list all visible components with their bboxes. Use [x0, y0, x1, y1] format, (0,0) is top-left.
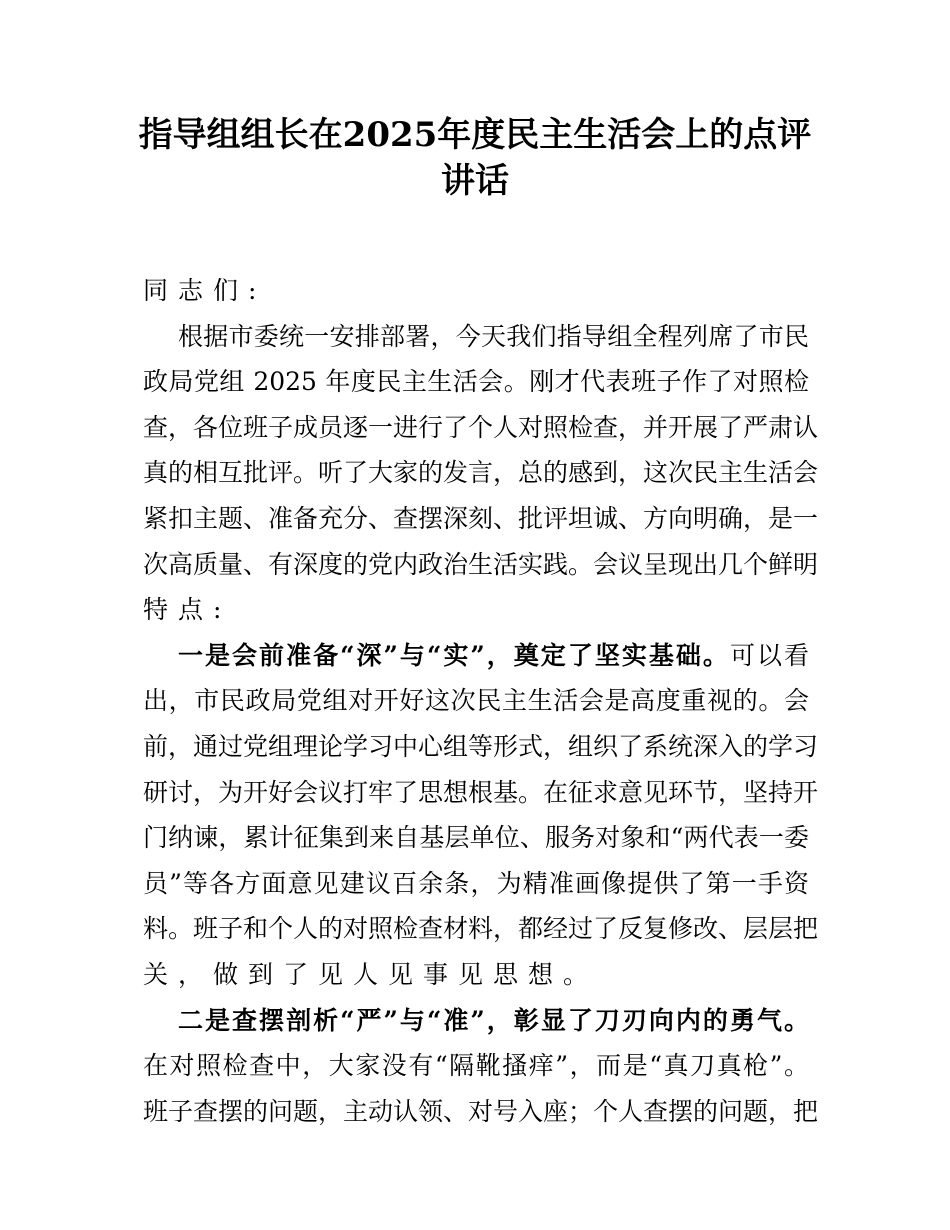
- text-line: 查，各位班子成员逐一进行了个人对照检查，并开展了严肃认: [143, 412, 819, 442]
- text-line: [143, 998, 809, 1044]
- text-line: 前，通过党组理论学习中心组等形式，组织了系统深入的学习: [143, 731, 819, 761]
- document-body: [143, 268, 819, 1134]
- text-line: 政局党组 2025 年度民主生活会。刚才代表班子作了对照检: [143, 367, 809, 397]
- text-line: 出，市民政局党组对开好这次民主生活会是高度重视的。会: [143, 686, 809, 716]
- paragraph-point-2: [143, 998, 819, 1135]
- text-line: 料。班子和个人的对照检查材料，都经过了反复修改、层层把: [143, 914, 819, 944]
- text-line: 真的相互批评。听了大家的发言，总的感到，这次民主生活会: [143, 458, 819, 488]
- text-line: 研讨，为开好会议打牢了思想根基。在征求意见环节，坚持开: [143, 777, 819, 807]
- text-line: 门纳谏，累计征集到来自基层单位、服务对象和“两代表一委: [143, 823, 809, 853]
- title-line-1: 指导组组长在2025年度民主生活会上的点评: [138, 115, 812, 155]
- text-line: [143, 633, 809, 679]
- text-line: 班子查摆的问题，主动认领、对号入座；个人查摆的问题，把: [143, 1096, 819, 1126]
- text-line: 关，做到了见人见事见思想。: [143, 959, 599, 989]
- point-heading: 二是查摆剖析“严”与“准”，彰显了刀刃向内的勇气。: [178, 1005, 809, 1035]
- text-line: 在对照检查中，大家没有“隔靴搔痒”，而是“真刀真枪”。: [143, 1051, 809, 1081]
- point-heading: 一是会前准备“深”与“实”，奠定了坚实基础。: [178, 640, 730, 670]
- text-line: 紧扣主题、准备充分、查摆深刻、批评坦诚、方向明确，是一: [143, 503, 819, 533]
- text-line: 根据市委统一安排部署，今天我们指导组全程列席了市民: [178, 321, 809, 351]
- paragraph-point-1: [143, 633, 819, 998]
- text-span: 可以看: [729, 640, 809, 670]
- document-title: [0, 112, 950, 204]
- text-line: 次高质量、有深度的党内政治生活实践。会议呈现出几个鲜明: [143, 549, 819, 579]
- text-line: 员”等各方面意见建议百余条，为精准画像提供了第一手资: [143, 868, 809, 898]
- text-line: 特点:: [143, 595, 232, 625]
- salutation: 同志们:: [143, 276, 267, 305]
- title-line-2: 讲话: [441, 161, 509, 201]
- paragraph-intro: [143, 314, 819, 633]
